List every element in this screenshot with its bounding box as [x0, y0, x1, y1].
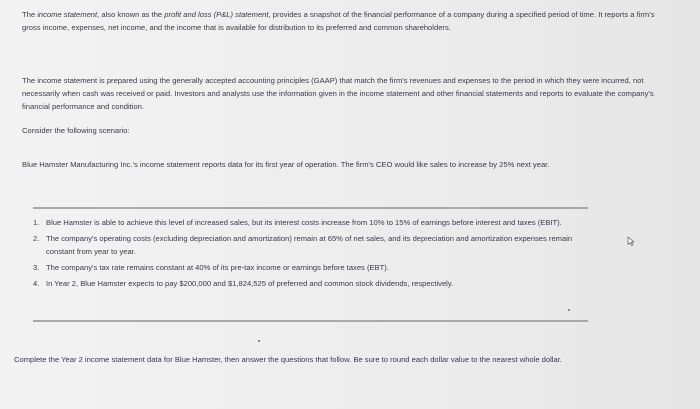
conditions-list: [30, 216, 590, 293]
gaap-paragraph: The income statement is prepared using the generally accepted accounting principles (GAAP) that match the firm's revenues and expenses to the period in which they were incurred, not necessarily when cash was received or paid. Investors and analysts use the information given in the income statement and other financial statements and reports to evaluate the company's financial performance and condition.: [22, 76, 654, 111]
list-item-number: 2.: [33, 234, 40, 243]
intro-text-1: The: [22, 10, 38, 19]
decorative-dot: [568, 309, 570, 311]
divider-bottom: [33, 320, 588, 322]
decorative-dot: [258, 340, 260, 342]
list-item: [30, 277, 590, 290]
list-item-text: In Year 2, Blue Hamster expects to pay $200,000 and $1,824,525 of preferred and common stock dividends, respectively.: [46, 279, 454, 288]
list-item-number: 3.: [33, 263, 40, 272]
income-statement-term: income statement: [37, 10, 98, 19]
list-item-number: 1.: [33, 218, 40, 227]
scenario-text: Blue Hamster Manufacturing Inc.'s income statement reports data for its first year of operation. The firm's CEO would like sales to increase by 25% next year.: [22, 160, 550, 169]
list-item-text: Blue Hamster is able to achieve this level of increased sales, but its interest costs increase from 10% to 15% of earnings before interest and taxes (EBIT).: [46, 218, 562, 227]
intro-text-2: , also known as the: [97, 10, 165, 19]
list-item: [30, 216, 590, 229]
list-item-number: 4.: [33, 279, 40, 288]
list-item: [30, 232, 590, 258]
scenario-label: Consider the following scenario:: [22, 126, 130, 135]
list-item: [30, 261, 590, 274]
intro-paragraph: [22, 8, 662, 34]
mouse-pointer-icon: [627, 236, 635, 246]
intro-text-3: , provides a snapshot of the financial performance of a company during a specified period of time. It reports a firm's gross income, expenses, net income, and the income that is available for distribution to its preferred and common shareholders.: [22, 10, 655, 32]
instruction-paragraph: Complete the Year 2 income statement data for Blue Hamster, then answer the questions that follow. Be sure to round each dollar value to the nearest whole dollar.: [14, 355, 562, 364]
list-item-text: The company's tax rate remains constant at 40% of its pre-tax income or earnings before taxes (EBT).: [46, 263, 389, 272]
list-item-text: The company's operating costs (excluding depreciation and amortization) remain at 65% of net sales, and its depreciation and amortization expenses remain constant from year to year.: [46, 234, 573, 256]
pl-statement-term: profit and loss (P&L) statement: [164, 10, 269, 19]
divider-top: [33, 207, 588, 209]
